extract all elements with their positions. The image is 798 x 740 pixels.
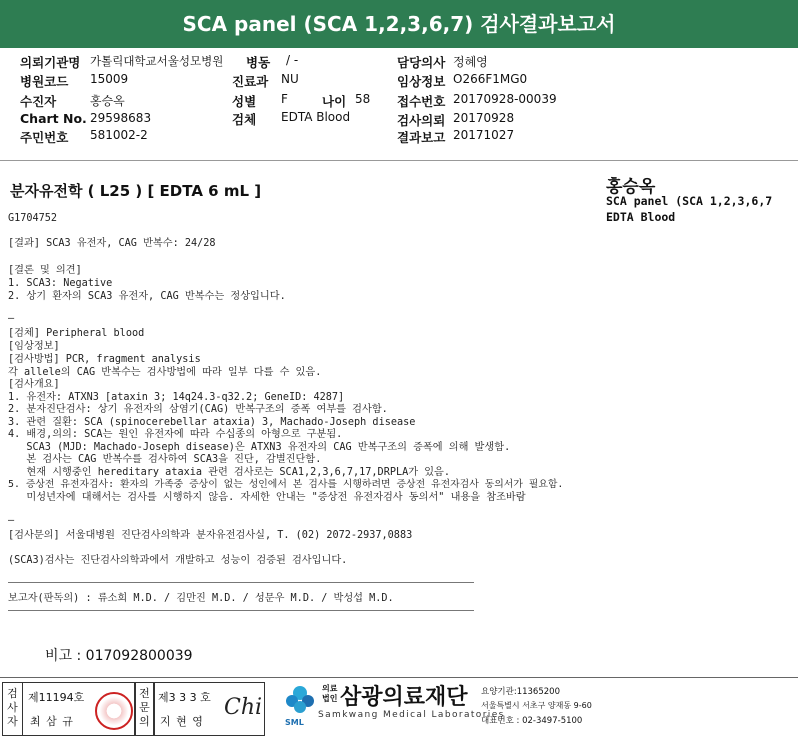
ward-value: / - bbox=[286, 53, 299, 67]
corp-type bbox=[322, 684, 337, 704]
report-date-label: 결과보고 bbox=[397, 130, 446, 145]
doctor-label: 담당의사 bbox=[397, 55, 446, 70]
rrn-label: 주민번호 bbox=[20, 130, 69, 145]
report-line: [검사방법] PCR, fragment analysis bbox=[8, 354, 201, 365]
patient-label: 수진자 bbox=[20, 94, 57, 109]
side-test-name: SCA panel (SCA 1,2,3,6,7 bbox=[606, 194, 773, 208]
result-line: [결과] SCA3 유전자, CAG 반복수: 24/28 bbox=[8, 238, 216, 249]
ward-label: 병동 bbox=[246, 55, 271, 70]
chart-label: Chart No. bbox=[20, 111, 87, 126]
report-line: 각 allele의 CAG 반복수는 검사방법에 따라 일부 다를 수 있음. bbox=[8, 367, 322, 378]
dash-divider bbox=[8, 582, 474, 583]
sex-value: F bbox=[281, 92, 288, 106]
company-name: 삼광의료재단 bbox=[340, 685, 468, 710]
report-line: 5. 증상전 유전자검사: 환자의 가족중 증상이 없는 성인에서 본 검사를 시행하려면 증상전 유전자검사 동의서가 필요함. bbox=[8, 479, 564, 490]
age-value: 58 bbox=[355, 92, 371, 106]
reporters-line: 보고자(판독의) : 류소희 M.D. / 김만진 M.D. / 성문우 M.D. / 박성섭 M.D. bbox=[8, 593, 394, 604]
contact-line: [검사문의] 서울대병원 진단검사의학과 분자유전검사실, T. (02) 2072-2937,0883 bbox=[8, 530, 413, 541]
remark-label: 비고 : bbox=[45, 648, 82, 664]
report-title: SCA panel (SCA 1,2,3,6,7) 검사결과보고서 bbox=[182, 12, 616, 36]
report-date-value: 20171027 bbox=[453, 128, 515, 142]
clinical-value: O266F1MG0 bbox=[453, 72, 528, 86]
chart-value: 29598683 bbox=[90, 111, 152, 125]
code-value: 15009 bbox=[90, 72, 129, 86]
company-logo-icon bbox=[282, 681, 318, 717]
report-line: 4. 배경,의의: SCA는 원인 유전자에 따라 수십종의 아형으로 구분됨. bbox=[8, 429, 343, 440]
inspector-tag-bottom: 자 bbox=[7, 715, 18, 728]
signature: Chi bbox=[224, 695, 263, 720]
sex-label: 성별 bbox=[232, 94, 257, 109]
report-line: SCA3 (MJD: Machado-Joseph disease)은 ATXN3 유전자의 CAG 반복구조의 증폭에 의해 발생함. bbox=[8, 442, 511, 453]
specialist-tag-bottom: 의 bbox=[139, 715, 150, 728]
side-specimen: EDTA Blood bbox=[606, 210, 676, 224]
report-line: 현재 시행중인 hereditary ataxia 관련 검사로는 SCA1,2,3,6,7,17,DRPLA가 있음. bbox=[8, 467, 451, 478]
specimen-label: 검체 bbox=[232, 112, 257, 127]
hospital-label: 의뢰기관명 bbox=[20, 55, 81, 70]
dept-label: 진료과 bbox=[232, 74, 269, 89]
report-line: [검체] Peripheral blood bbox=[8, 328, 145, 339]
validation-line: (SCA3)검사는 진단검사의학과에서 개발하고 성능이 검증된 검사입니다. bbox=[8, 555, 348, 566]
specialist-box bbox=[153, 682, 265, 736]
hospital-value: 가톨릭대학교서울성모병원 bbox=[90, 54, 224, 68]
dash-divider bbox=[8, 610, 474, 611]
report-line: [검사개요] bbox=[8, 379, 60, 390]
request-label: 검사의뢰 bbox=[397, 113, 446, 128]
specialist-tag-top: 전문 bbox=[139, 687, 150, 714]
report-line: 본 검사는 CAG 반복수를 검사하여 SCA3을 진단, 감별진단함. bbox=[8, 454, 322, 465]
report-line: 3. 관련 질환: SCA (spinocerebellar ataxia) 3, Machado-Joseph disease bbox=[8, 417, 416, 428]
report-line: — bbox=[8, 313, 15, 324]
receipt-label: 접수번호 bbox=[397, 94, 446, 109]
receipt-value: 20170928-00039 bbox=[453, 92, 557, 106]
seal-stamp bbox=[95, 692, 133, 730]
code-label: 병원코드 bbox=[20, 74, 69, 89]
inspector-license: 제11194호 bbox=[28, 691, 85, 704]
doctor-value: 정혜영 bbox=[453, 55, 488, 69]
company-phone: 대표번호 : 02-3497-5100 bbox=[481, 716, 583, 726]
specialist-name: 지 현 영 bbox=[160, 715, 204, 728]
patient-value: 홍승옥 bbox=[90, 94, 125, 108]
inspector-name: 최 삼 규 bbox=[30, 715, 74, 728]
specialist-license: 제3 3 3 호 bbox=[158, 691, 211, 704]
company-address: 서울특별시 서초구 양재동 9-60 bbox=[481, 701, 592, 710]
corp-type-2: 법인 bbox=[322, 694, 338, 703]
rrn-value: 581002-2 bbox=[90, 128, 148, 142]
clinical-label: 임상정보 bbox=[397, 74, 446, 89]
remark-value: 017092800039 bbox=[85, 648, 193, 664]
footer bbox=[0, 677, 798, 740]
divider bbox=[0, 160, 798, 161]
report-line: [임상정보] bbox=[8, 341, 60, 352]
request-value: 20170928 bbox=[453, 111, 515, 125]
inspector-tag bbox=[2, 682, 23, 736]
report-line: 미성년자에 대해서는 검사를 시행하지 않음. 자세한 안내는 "증상전 유전자검사 동의서" 내용을 참조바람 bbox=[8, 492, 526, 503]
specialist-tag bbox=[134, 682, 155, 736]
report-line: 1. 유전자: ATXN3 [ataxin 3; 14q24.3-q32.2; GeneID: 4287] bbox=[8, 392, 345, 403]
side-patient-name: 홍승옥 bbox=[606, 177, 656, 197]
report-line: 2. 분자진단검사: 상기 유전자의 삼염기(CAG) 반복구조의 증폭 여부를 검사함. bbox=[8, 404, 388, 415]
sample-id: G1704752 bbox=[8, 213, 58, 224]
specimen-value: EDTA Blood bbox=[281, 110, 351, 124]
company-english: Samkwang Medical Laboratories bbox=[318, 710, 505, 720]
remark bbox=[45, 645, 193, 665]
report-line: 1. SCA3: Negative bbox=[8, 278, 113, 289]
logo-text: SML bbox=[285, 718, 304, 727]
inspector-tag-top: 검사 bbox=[7, 687, 18, 714]
inspector-box bbox=[22, 682, 136, 736]
age-label: 나이 bbox=[322, 94, 347, 109]
license-number: 요양기관:11365200 bbox=[481, 687, 560, 697]
corp-type-1: 의료 bbox=[322, 684, 338, 693]
report-line: 2. 상기 환자의 SCA3 유전자, CAG 반복수는 정상입니다. bbox=[8, 291, 286, 302]
report-line: [결론 및 의견] bbox=[8, 265, 82, 276]
report-line: — bbox=[8, 515, 15, 526]
dept-value: NU bbox=[281, 72, 299, 86]
section-heading: 분자유전학 ( L25 ) [ EDTA 6 mL ] bbox=[10, 182, 262, 200]
